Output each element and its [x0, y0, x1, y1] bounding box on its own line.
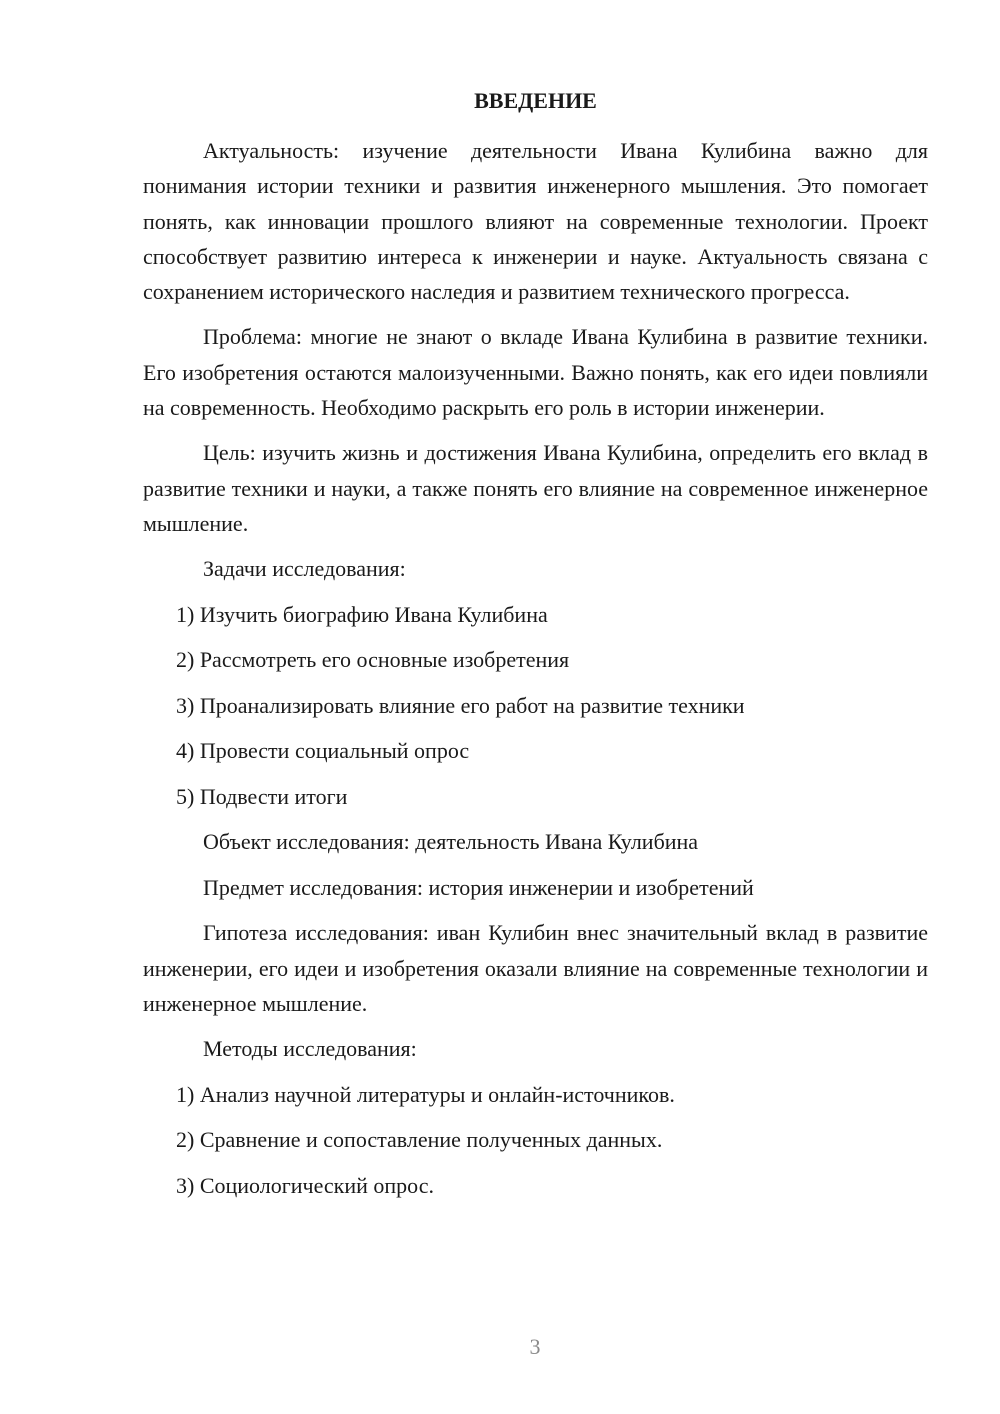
task-item: 3) Проанализировать влияние его работ на развитие техники [176, 692, 745, 718]
hypothesis-paragraph: Гипотеза исследования: иван Кулибин внес значительный вклад в развитие инженерии, его идеи и изобретения оказали влияние на современные технологии и инженерное мышление. [143, 920, 928, 1016]
section-title: ВВЕДЕНИЕ [474, 88, 597, 113]
methods-heading: Методы исследования: [203, 1036, 417, 1062]
research-object: Объект исследования: деятельность Ивана Кулибина [203, 829, 699, 855]
task-item: 5) Подвести итоги [176, 783, 348, 809]
tasks-heading: Задачи исследования: [203, 556, 406, 582]
method-item: 1) Анализ научной литературы и онлайн-источников. [176, 1081, 675, 1107]
research-subject: Предмет исследования: история инженерии и изобретений [203, 874, 754, 900]
task-item: 4) Провести социальный опрос [176, 738, 470, 764]
task-item: 1) Изучить биографию Ивана Кулибина [176, 601, 548, 627]
method-item: 3) Социологический опрос. [176, 1172, 434, 1198]
problem-paragraph: Проблема: многие не знают о вкладе Ивана Кулибина в развитие техники. Его изобретения остаются малоизученными. Важно понять, как его идеи повлияли на современность. Необходимо раскрыть его роль в истории инженерии. [143, 324, 928, 421]
task-item: 2) Рассмотреть его основные изобретения [176, 647, 570, 673]
relevance-paragraph: Актуальность: изучение деятельности Ивана Кулибина важно для понимания истории техники и развития инженерного мышления. Это помогает понять, как инновации прошлого влияют на современные технологии. Проект способствует развитию интереса к инженерии и науке. Актуальность связана с сохранением исторического наследия и развитием технического прогресса. [143, 138, 928, 305]
method-item: 2) Сравнение и сопоставление полученных данных. [176, 1127, 663, 1153]
page-number: 3 [529, 1334, 541, 1359]
document-page [143, 88, 928, 1213]
goal-paragraph: Цель: изучить жизнь и достижения Ивана Кулибина, определить его вклад в развитие техники и науки, а также понять его влияние на современное инженерное мышление. [143, 440, 928, 536]
